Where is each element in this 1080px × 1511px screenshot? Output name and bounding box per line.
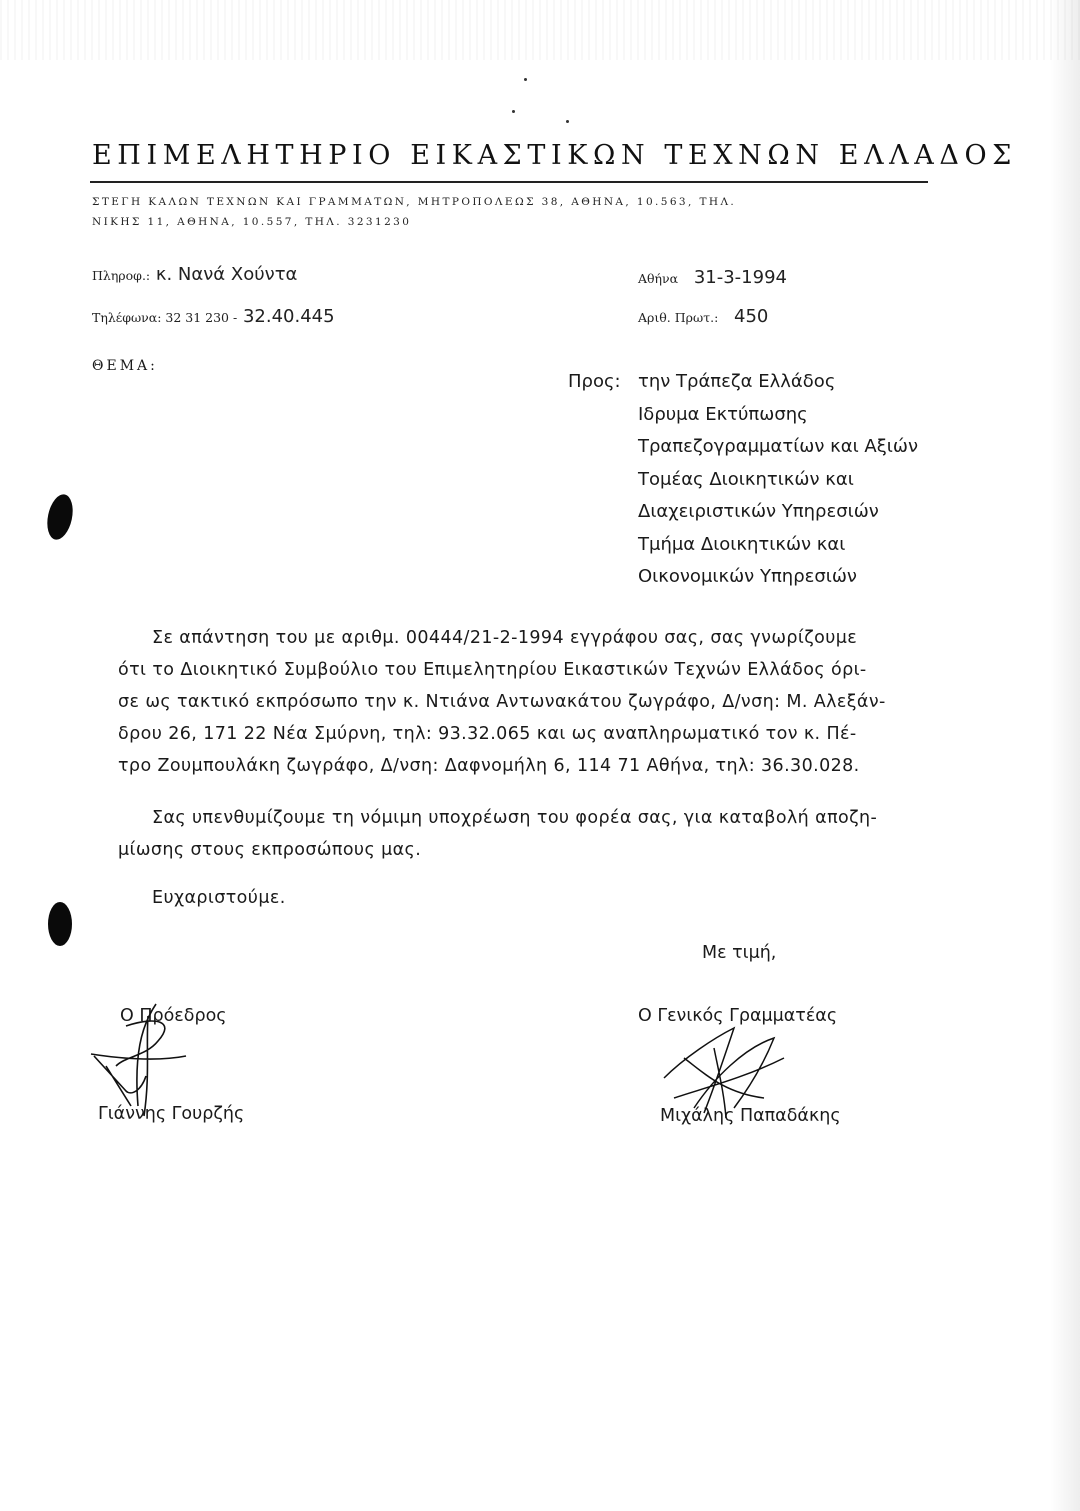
body-line: μίωσης στους εκπροσώπους μας. — [118, 840, 422, 860]
scan-noise-right — [1050, 0, 1080, 1511]
contact-value: κ. Νανά Χούντα — [155, 264, 298, 285]
body-line: Σας υπενθυμίζουμε τη νόμιμη υποχρέωση του φορέα σας, για καταβολή αποζη- — [152, 808, 878, 828]
scan-speck — [512, 110, 515, 113]
contact-info — [92, 264, 297, 285]
place-label: Αθήνα — [638, 271, 679, 286]
body-line: Σε απάντηση του με αριθμ. 00444/21-2-1994 εγγράφου σας, σας γνωρίζουμε — [152, 628, 858, 648]
protocol-label: Αριθ. Πρωτ.: — [638, 310, 719, 325]
body-line: τρο Ζουμπουλάκη ζωγράφο, Δ/νση: Δαφνομήλη 6, 114 71 Αθήνα, τηλ: 36.30.028. — [118, 756, 860, 776]
scan-noise-top — [0, 0, 1080, 60]
punch-hole — [43, 492, 76, 542]
date-value: 31-3-1994 — [693, 267, 787, 288]
recipient-line: Οικονομικών Υπηρεσιών — [638, 566, 857, 587]
phones-info — [92, 306, 335, 327]
address-line-1: ΣΤΕΓΗ ΚΑΛΩΝ ΤΕΧΝΩΝ ΚΑΙ ΓΡΑΜΜΑΤΩΝ, ΜΗΤΡΟΠΟΛΕΩΣ 38, ΑΘΗΝΑ, 10.563, ΤΗΛ. — [92, 196, 737, 208]
recipient-label: Προς: — [568, 371, 621, 392]
body-line: δρου 26, 171 22 Νέα Σμύρνη, τηλ: 93.32.065 και ως αναπληρωματικό τον κ. Πέ- — [118, 724, 857, 744]
recipient-address — [638, 371, 918, 599]
address-line-2: ΝΙΚΗΣ 11, ΑΘΗΝΑ, 10.557, ΤΗΛ. 3231230 — [92, 216, 412, 228]
recipient-line: Τραπεζογραμματίων και Αξιών — [638, 436, 919, 457]
scan-speck — [566, 120, 569, 123]
letter-body — [118, 628, 942, 920]
punch-hole — [48, 902, 72, 946]
recipient-line: Τομέας Διοικητικών και — [638, 468, 854, 490]
subject-label: ΘΕΜΑ: — [92, 358, 158, 374]
secretary-signature-icon — [654, 1018, 794, 1128]
phones-value: 32.40.445 — [242, 306, 335, 327]
date-info — [638, 267, 787, 288]
recipient-line: Ιδρυμα Εκτύπωσης — [638, 403, 808, 425]
president-signature-icon — [86, 996, 196, 1126]
regards: Με τιμή, — [702, 943, 777, 963]
recipient-line: Διαχειριστικών Υπηρεσιών — [638, 501, 879, 522]
secretary-name: Μιχάλης Παπαδάκης — [660, 1106, 841, 1126]
scan-speck — [524, 78, 527, 81]
recipient-line: Τμήμα Διοικητικών και — [638, 533, 846, 555]
thanks-line: Ευχαριστούμε. — [152, 888, 286, 908]
phones-label: Τηλέφωνα: 32 31 230 - — [92, 310, 238, 325]
body-line: σε ως τακτικό εκπρόσωπο την κ. Ντιάνα Αντωνακάτου ζωγράφο, Δ/νση: Μ. Αλεξάν- — [118, 692, 886, 712]
organization-title: ΕΠΙΜΕΛΗΤΗΡΙΟ ΕΙΚΑΣΤΙΚΩΝ ΤΕΧΝΩΝ ΕΛΛΑΔΟΣ — [92, 140, 1017, 171]
president-title: Ο Πρόεδρος — [120, 1006, 227, 1026]
secretary-title: Ο Γενικός Γραμματέας — [638, 1006, 838, 1026]
protocol-value: 450 — [734, 306, 769, 327]
body-line: ότι το Διοικητικό Συμβούλιο του Επιμελητηρίου Εικαστικών Τεχνών Ελλάδος όρι- — [118, 660, 867, 680]
protocol-info — [638, 306, 768, 327]
recipient-line: την Τράπεζα Ελλάδος — [638, 371, 836, 392]
president-name: Γιάννης Γουρζής — [98, 1104, 245, 1124]
header-rule — [90, 181, 928, 183]
contact-label: Πληροφ.: — [92, 268, 151, 283]
